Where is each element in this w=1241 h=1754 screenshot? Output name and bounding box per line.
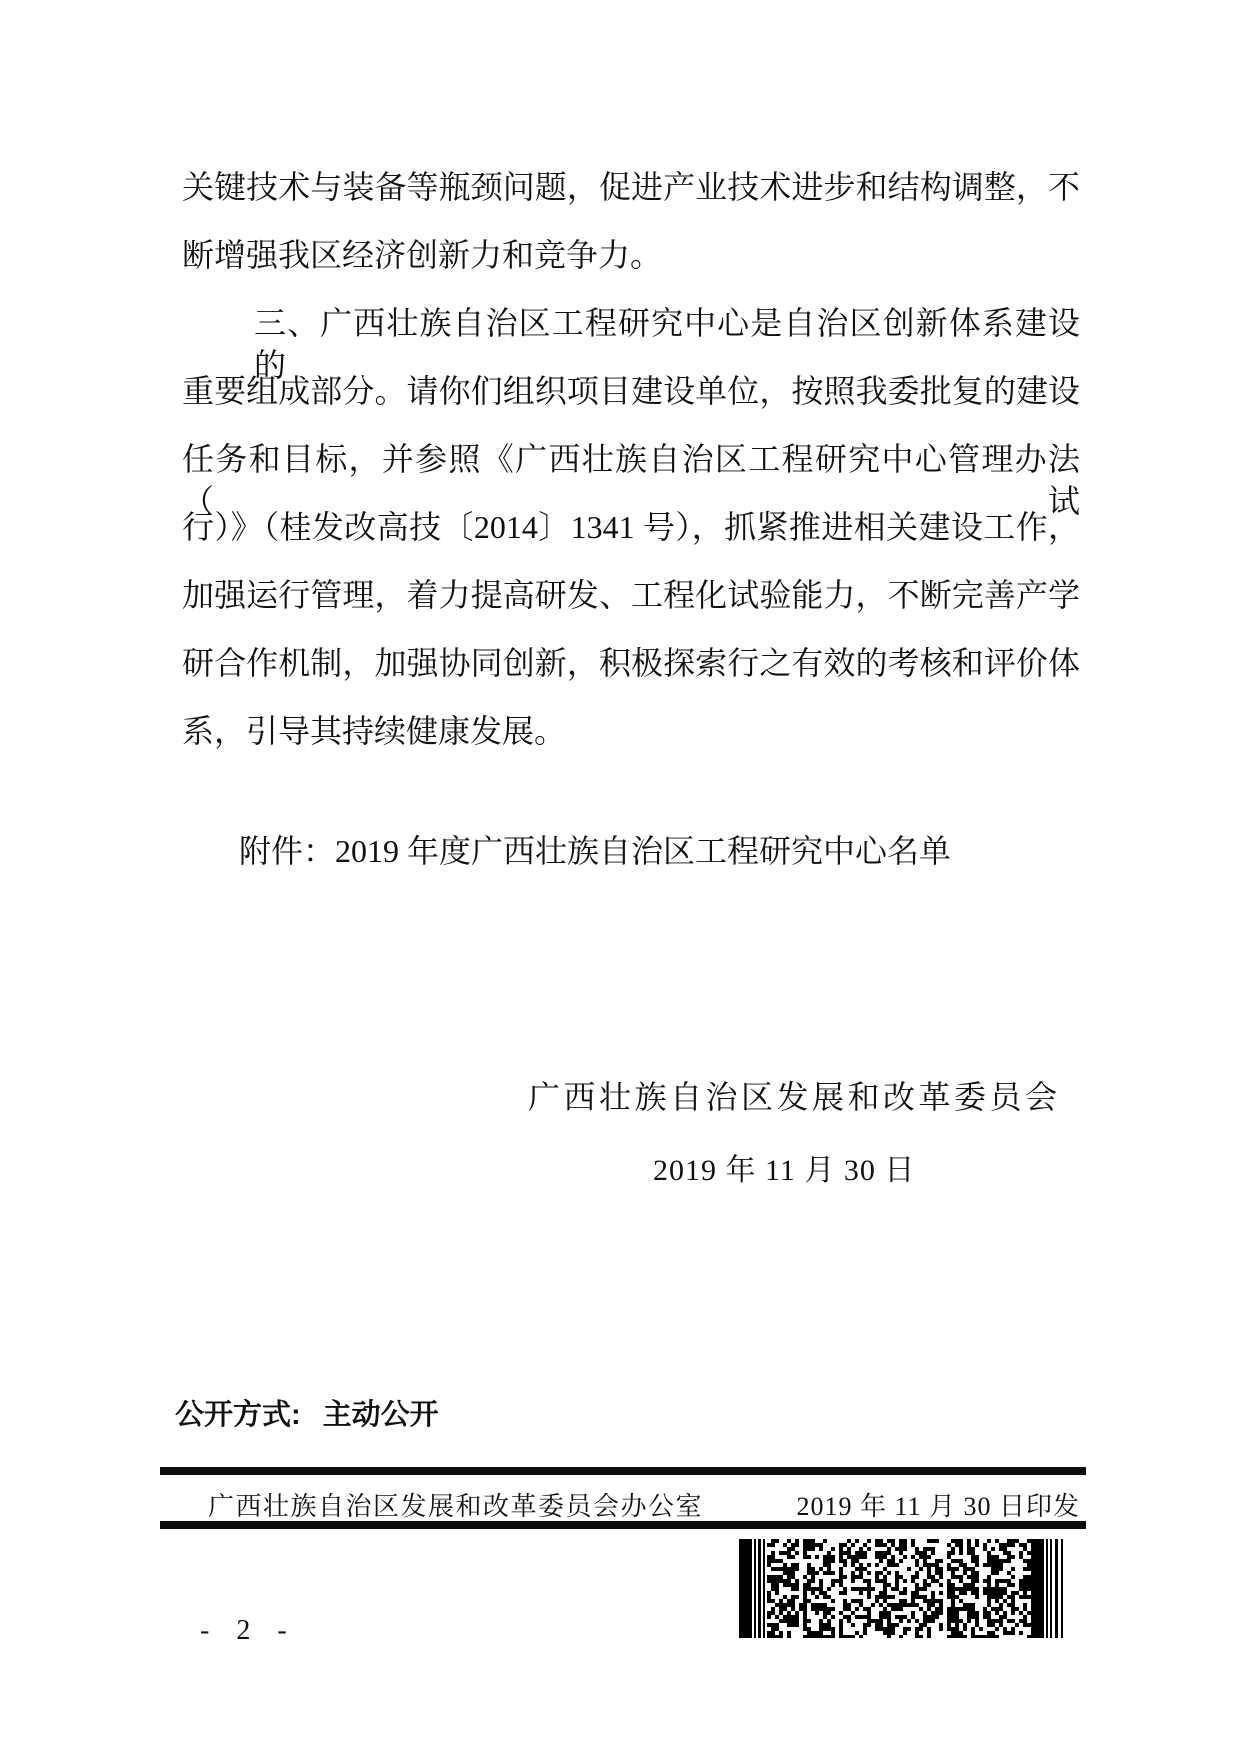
disclosure-line: [175, 1392, 439, 1433]
attachment-line: 附件：2019 年度广西壮族自治区工程研究中心名单: [239, 833, 952, 869]
disclosure-label: 公开方式:: [175, 1399, 301, 1431]
disclosure-value: 主动公开: [322, 1399, 439, 1431]
body-text-line: 研合作机制，加强协同创新，积极探索行之有效的考核和评价体: [182, 645, 1080, 681]
issuer-name: 广西壮族自治区发展和改革委员会: [528, 1079, 1061, 1115]
footer-rule-bottom: [160, 1521, 1086, 1529]
footer-print-date: 2019 年 11 月 30 日印发: [796, 1492, 1080, 1521]
page-number: - 2 -: [200, 1615, 297, 1646]
footer-rule-top: [160, 1467, 1086, 1475]
body-text-line: 重要组成部分。请你们组织项目建设单位，按照我委批复的建设: [182, 373, 1080, 409]
body-text-line: 任务和目标，并参照《广西壮族自治区工程研究中心管理办法（试: [182, 441, 1080, 519]
body-text-line: 关键技术与装备等瓶颈问题，促进产业技术进步和结构调整，不: [182, 169, 1080, 205]
footer-office: 广西壮族自治区发展和改革委员会办公室: [208, 1492, 704, 1521]
body-text-line: 断增强我区经济创新力和竞争力。: [182, 237, 663, 273]
body-text-line: 行）》（桂发改高技〔2014〕1341 号），抓紧推进相关建设工作，: [182, 509, 1080, 545]
barcode-2d: [739, 1539, 1065, 1638]
body-text-line: 三、广西壮族自治区工程研究中心是自治区创新体系建设的: [254, 305, 1080, 383]
body-text-line: 系，引导其持续健康发展。: [182, 713, 567, 749]
body-text-line: 加强运行管理，着力提高研发、工程化试验能力，不断完善产学: [182, 577, 1080, 613]
issue-date: 2019 年 11 月 30 日: [653, 1154, 916, 1187]
document-body: [182, 166, 1080, 778]
